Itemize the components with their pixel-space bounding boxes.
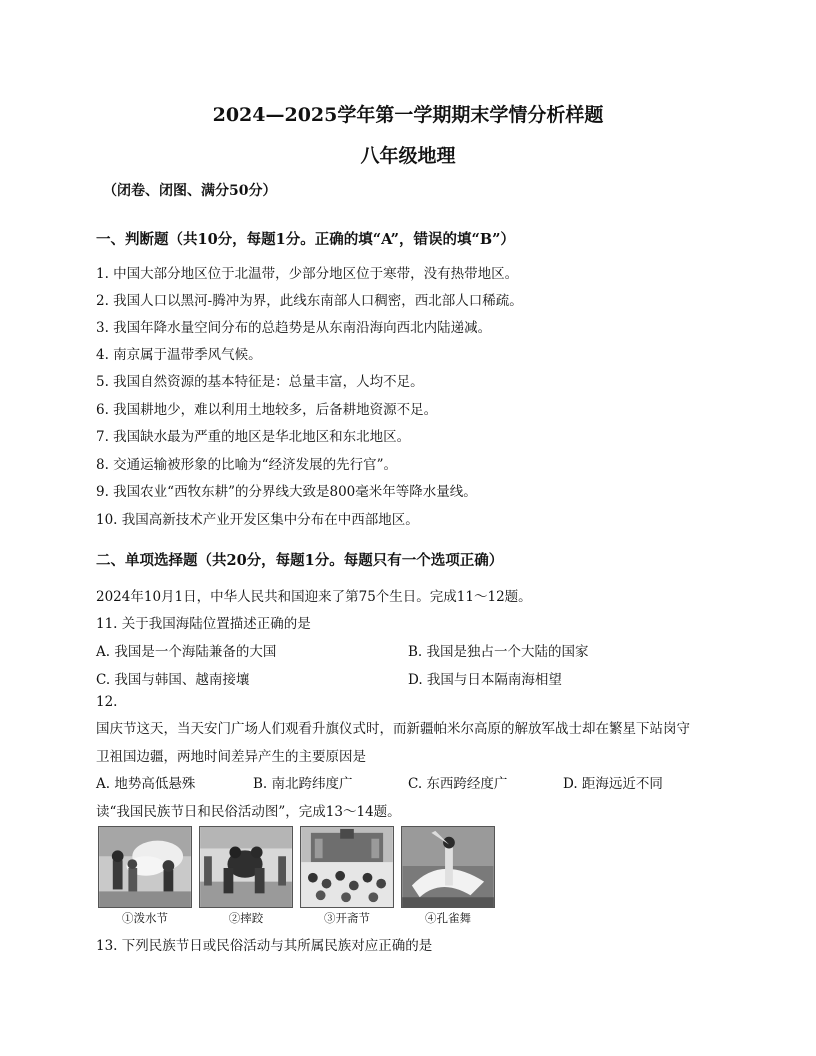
question-12-number: 12. [96,694,118,710]
section2-heading: 二、单项选择题（共20分，每题1分。每题只有一个选项正确） [96,552,504,569]
water-festival-photo-icon [98,826,192,908]
judgement-item: 1. 中国大部分地区位于北温带，少部分地区位于寒带，没有热带地区。 [96,266,519,282]
photo-eid-festival [300,826,394,926]
festival-photo-strip [98,826,494,926]
photo-wrestling [199,826,293,926]
eid-festival-photo-icon [300,826,394,908]
question-13-stem: 13. 下列民族节日或民俗活动与其所属民族对应正确的是 [96,938,433,954]
q12-option-a: A. 地势高低悬殊 [96,776,196,792]
photo-water-festival [98,826,192,926]
judgement-item: 8. 交通运输被形象的比喻为“经济发展的先行官”。 [96,457,397,473]
judgement-item: 3. 我国年降水量空间分布的总趋势是从东南沿海向西北内陆递减。 [96,320,492,336]
photo-caption: ④孔雀舞 [425,911,471,925]
q11-option-d: D. 我国与日本隔南海相望 [408,672,562,688]
judgement-item: 7. 我国缺水最为严重的地区是华北地区和东北地区。 [96,429,411,445]
photo-caption: ③开斋节 [324,911,370,925]
photo-peacock-dance [401,826,495,926]
exam-note: （闭卷、闭图、满分50分） [103,183,277,199]
question-11-stem: 11. 关于我国海陆位置描述正确的是 [96,616,311,632]
judgement-item: 5. 我国自然资源的基本特征是：总量丰富，人均不足。 [96,374,424,390]
q11-option-a: A. 我国是一个海陆兼备的大国 [96,644,277,660]
photo-caption: ①泼水节 [122,911,168,925]
photo-caption: ②摔跤 [228,911,264,925]
question-intro: 2024年10月1日，中华人民共和国迎来了第75个生日。完成11～12题。 [96,589,532,605]
judgement-item: 2. 我国人口以黑河-腾冲为界，此线东南部人口稠密，西北部人口稀疏。 [96,293,523,309]
judgement-item: 6. 我国耕地少，难以利用土地较多，后备耕地资源不足。 [96,402,438,418]
judgement-item: 9. 我国农业“西牧东耕”的分界线大致是800毫米年等降水量线。 [96,484,477,500]
judgement-item: 10. 我国高新技术产业开发区集中分布在中西部地区。 [96,512,419,528]
question-12-stem: 国庆节这天，当天安门广场人们观看升旗仪式时，而新疆帕米尔高原的解放军战士却在繁星下站岗守 [96,721,690,737]
judgement-item: 4. 南京属于温带季风气候。 [96,347,262,363]
wrestling-photo-icon [199,826,293,908]
question-intro: 读“我国民族节日和民俗活动图”，完成13～14题。 [96,804,401,820]
q12-option-d: D. 距海远近不同 [563,776,663,792]
exam-title: 2024—2025学年第一学期期末学情分析样题 [212,104,604,126]
q11-option-c: C. 我国与韩国、越南接壤 [96,672,250,688]
q12-option-c: C. 东西跨经度广 [408,776,508,792]
q12-option-b: B. 南北跨纬度广 [253,776,353,792]
exam-subtitle: 八年级地理 [360,145,456,167]
section1-heading: 一、判断题（共10分，每题1分。正确的填“A”，错误的填“B”） [96,231,515,248]
peacock-dance-photo-icon [401,826,495,908]
question-12-stem: 卫祖国边疆，两地时间差异产生的主要原因是 [96,749,366,765]
q11-option-b: B. 我国是独占一个大陆的国家 [408,644,589,660]
